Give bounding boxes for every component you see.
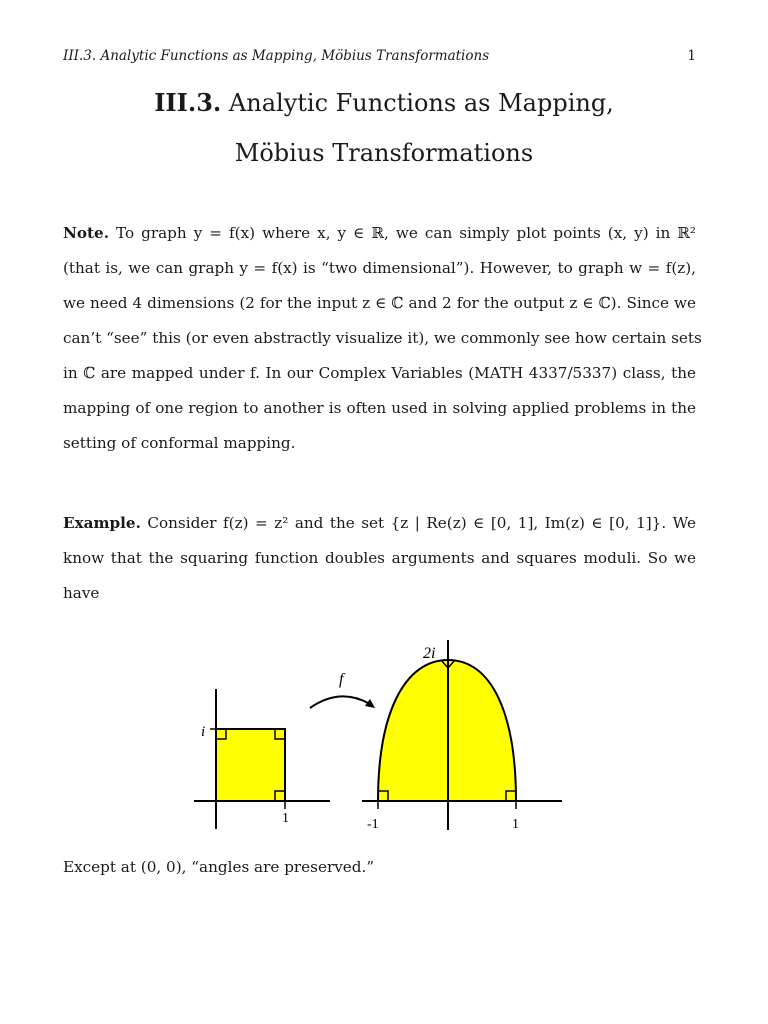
unit-square-region [216,729,285,801]
example-lead: Example. [63,514,141,532]
label-i: i [201,724,206,740]
figure-caption: Except at (0, 0), “angles are preserved.” [63,858,375,876]
mapping-figure [190,632,570,837]
image-plane [362,640,562,832]
domain-plane [194,689,330,829]
label-minus-one: -1 [367,817,379,832]
label-f: f [339,671,344,688]
note-line [63,216,696,251]
running-title: III.3. Analytic Functions as Mapping, Möbius Transformations [63,48,490,64]
note-line: we need 4 dimensions (2 for the input z ∈ ℂ and 2 for the output z ∈ ℂ). Since we [63,294,696,312]
example-line: have [63,584,100,602]
label-2i: 2i [423,645,436,662]
example-line: know that the squaring function doubles arguments and squares moduli. So we [63,549,696,567]
example-line [63,506,696,541]
section-title [0,88,768,118]
example-line-text: Consider f(z) = z² and the set {z | Re(z) ∈ [0, 1], Im(z) ∈ [0, 1]}. We [147,514,696,532]
note-line: setting of conformal mapping. [63,434,296,452]
note-paragraph [63,216,702,461]
label-one-left: 1 [282,811,289,826]
example-paragraph [63,506,696,611]
note-line: (that is, we can graph y = f(x) is “two dimensional”). However, to graph w = f(z), [63,259,696,277]
note-line: can’t “see” this (or even abstractly visualize it), we commonly see how certain sets [63,329,702,347]
mapping-arrow [310,671,375,708]
note-lead: Note. [63,224,109,242]
label-one-right: 1 [512,817,519,832]
arrow-curve [310,696,370,708]
arrow-head [365,699,375,708]
running-header [63,46,696,66]
note-line-text: To graph y = f(x) where x, y ∈ ℝ, we can simply plot points (x, y) in ℝ² [116,224,697,242]
section-number: III.3. [154,88,222,117]
section-title-line2: Möbius Transformations [234,139,534,167]
page-number: 1 [687,48,696,64]
note-line: mapping of one region to another is often used in solving applied problems in the [63,399,696,417]
note-line: in ℂ are mapped under f. In our Complex Variables (MATH 4337/5337) class, the [63,364,696,382]
section-title-line1: Analytic Functions as Mapping, [228,89,614,117]
